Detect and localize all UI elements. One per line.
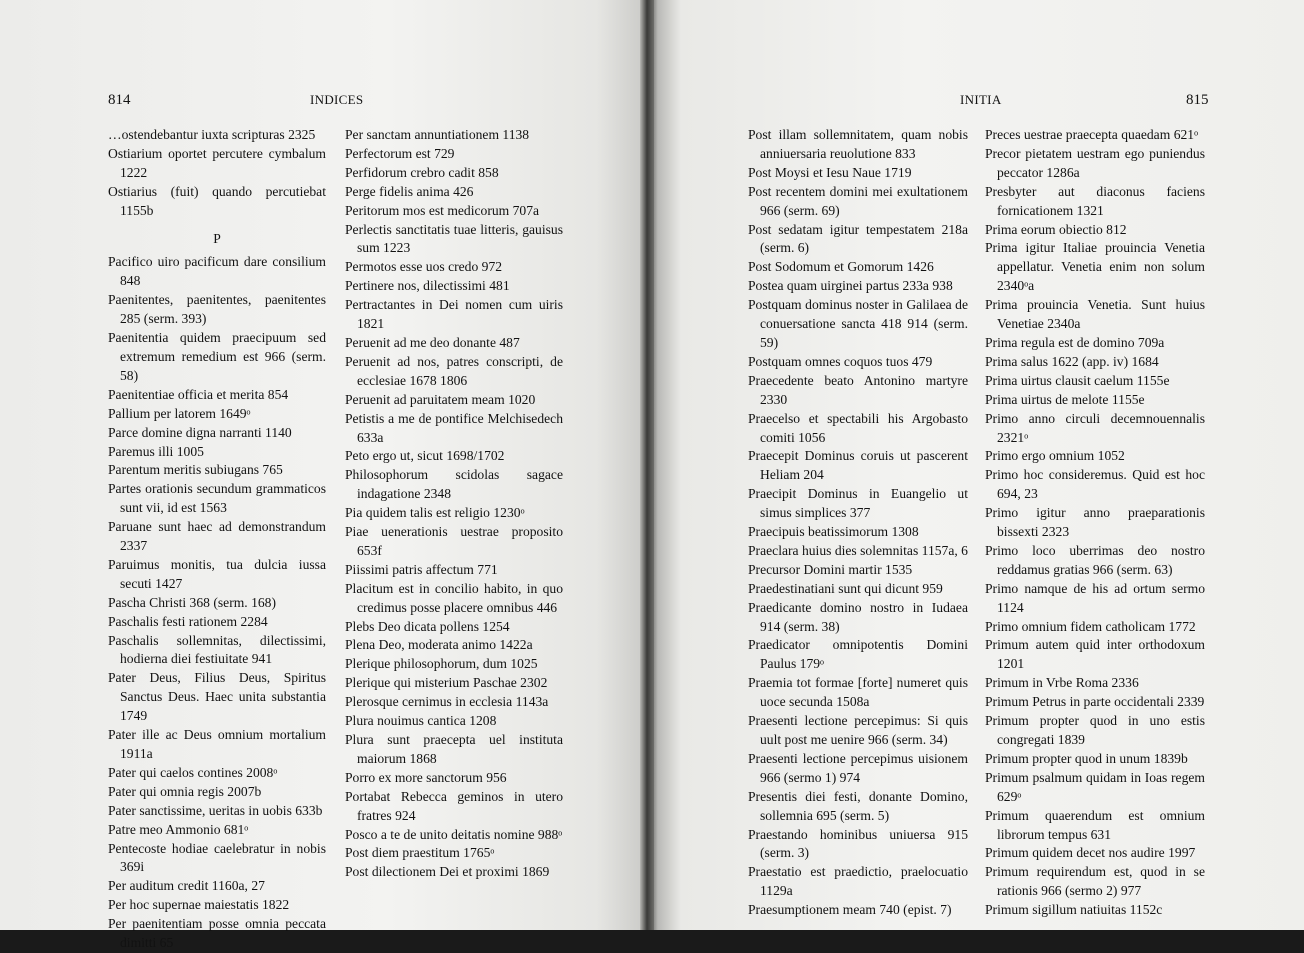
index-entry: Primum sigillum natiuitas 1152c <box>985 902 1163 918</box>
index-entry: Postea quam uirginei partus 233a 938 <box>748 278 953 294</box>
index-entry: Patre meo Ammonio 681ᵒ <box>108 821 249 837</box>
index-entry: Prima salus 1622 (app. iv) 1684 <box>985 353 1159 369</box>
index-entry: Pallium per latorem 1649ᵒ <box>108 405 251 421</box>
book-gutter <box>640 0 654 930</box>
index-entry: Perfectorum est 729 <box>345 145 455 161</box>
index-entry: Plerique philosophorum, dum 1025 <box>345 656 538 672</box>
index-entry: Primum quaerendum est omnium librorum tempus 631 <box>985 807 1205 842</box>
index-entry: Paschalis sollemnitas, dilectissimi, hodierna diei festiuitate 941 <box>108 632 326 667</box>
index-entry: Permotos esse uos credo 972 <box>345 259 503 275</box>
index-entry: Primo igitur anno praeparationis bissexti 2323 <box>985 505 1205 540</box>
right-page <box>648 0 1304 930</box>
index-entry: Pacifico uiro pacificum dare consilium 848 <box>108 254 326 289</box>
index-entry: Primo namque de his ad ortum sermo 1124 <box>985 580 1205 615</box>
index-entry: Primum Petrus in parte occidentali 2339 <box>985 694 1205 710</box>
index-entry: Primum psalmum quidam in Ioas regem 629ᵒ <box>985 769 1205 804</box>
index-entry: Plerosque cernimus in ecclesia 1143a <box>345 694 549 710</box>
index-entry: Post dilectionem Dei et proximi 1869 <box>345 864 550 880</box>
index-entry: Pater qui caelos contines 2008ᵒ <box>108 764 278 780</box>
index-entry: Praecedente beato Antonino martyre 2330 <box>748 372 968 407</box>
index-entry: Post diem praestitum 1765ᵒ <box>345 845 495 861</box>
index-entry: Praecepit Dominus coruis ut pascerent Heliam 204 <box>748 448 968 483</box>
index-entry: Pentecoste hodiae caelebratur in nobis 369i <box>108 840 326 875</box>
index-entry: Pertinere nos, dilectissimi 481 <box>345 278 510 294</box>
index-entry: Primum autem quid inter orthodoxum 1201 <box>985 637 1205 672</box>
index-entry: Peruenit ad me deo donante 487 <box>345 334 520 350</box>
index-entry: Praedicator omnipotentis Domini Paulus 179ᵒ <box>748 637 968 672</box>
index-entry: Praedestinatiani sunt qui dicunt 959 <box>748 580 943 596</box>
index-entry: Pater ille ac Deus omnium mortalium 1911a <box>108 727 326 761</box>
index-entry: Posco a te de unito deitatis nomine 988ᵒ <box>345 826 563 842</box>
entry-list <box>345 126 563 882</box>
index-entry: Praecipuis beatissimorum 1308 <box>748 524 919 540</box>
index-entry: Praemia tot formae [forte] numeret quis uoce secunda 1508a <box>748 675 968 710</box>
index-entry: Partes orationis secundum grammaticos sunt vii, id est 1563 <box>108 481 326 516</box>
index-entry: Preces uestrae praecepta quaedam 621ᵒ <box>985 127 1198 142</box>
index-entry: Porro ex more sanctorum 956 <box>345 769 507 785</box>
index-entry: Perge fidelis anima 426 <box>345 183 474 199</box>
index-entry: Presentis diei festi, donante Domino, sollemnia 695 (serm. 5) <box>748 788 968 823</box>
index-entry: Portabat Rebecca geminos in utero fratres 924 <box>345 788 563 823</box>
index-entry: Pascha Christi 368 (serm. 168) <box>108 594 277 610</box>
index-entry: Peto ergo ut, sicut 1698/1702 <box>345 448 505 464</box>
index-entry: Peritorum mos est medicorum 707a <box>345 202 540 218</box>
index-entry: Per paenitentiam posse omnia peccata dimitti 65 <box>108 916 326 951</box>
index-entry: Petistis a me de pontifice Melchisedech 633a <box>345 410 563 445</box>
section-letter: P <box>213 230 221 246</box>
index-entry: Praestando hominibus uniuersa 915 (serm. 3) <box>748 826 968 861</box>
index-entry: Praedicante domino nostro in Iudaea 914 (serm. 38) <box>748 599 968 634</box>
index-entry: Per sanctam annuntiationem 1138 <box>345 127 530 142</box>
index-entry: Paschalis festi rationem 2284 <box>108 613 268 629</box>
index-entry: Primo hoc consideremus. Quid est hoc 694, 23 <box>985 467 1205 502</box>
index-entry: Primum propter quod in uno estis congregati 1839 <box>985 713 1205 747</box>
index-entry: Peruenit ad paruitatem meam 1020 <box>345 391 536 407</box>
index-entry: Paenitentes, paenitentes, paenitentes 285 (serm. 393) <box>108 292 326 327</box>
index-entry: Ostiarium oportet percutere cymbalum 1222 <box>108 145 326 180</box>
index-entry: Prima regula est de domino 709a <box>985 334 1165 350</box>
index-entry: Primum in Vrbe Roma 2336 <box>985 675 1139 691</box>
index-entry: Pia quidem talis est religio 1230ᵒ <box>345 505 525 521</box>
index-entry: Per hoc supernae maiestatis 1822 <box>108 897 290 913</box>
running-head-right: INITIA <box>960 92 1002 107</box>
running-head-left: INDICES <box>310 92 364 107</box>
index-entry: Plura sunt praecepta uel instituta maiorum 1868 <box>345 732 563 766</box>
index-entry: Prima uirtus de melote 1155e <box>985 391 1145 407</box>
index-entry: Primo anno circuli decemnouennalis 2321ᵒ <box>985 410 1205 445</box>
index-entry: Praesumptionem meam 740 (epist. 7) <box>748 902 952 918</box>
index-entry: Perfidorum crebro cadit 858 <box>345 164 499 180</box>
left-page <box>0 0 648 951</box>
index-entry: Piae uenerationis uestrae proposito 653f <box>345 524 563 558</box>
index-entry: Paenitentia quidem praecipuum sed extremum remedium est 966 (serm. 58) <box>108 330 326 383</box>
index-entry: Primum quidem decet nos audire 1997 <box>985 845 1196 861</box>
index-entry: Prima prouincia Venetia. Sunt huius Venetiae 2340a <box>985 297 1205 332</box>
entry-list <box>748 126 968 920</box>
index-entry: Paenitentiae officia et merita 854 <box>108 386 289 402</box>
index-entry: Peruenit ad nos, patres conscripti, de ecclesiae 1678 1806 <box>345 353 563 388</box>
right-page-column-2 <box>985 126 1205 920</box>
index-entry: Prima uirtus clausit caelum 1155e <box>985 372 1170 388</box>
index-entry: Paremus illi 1005 <box>108 443 204 459</box>
index-entry: Pater qui omnia regis 2007b <box>108 783 262 799</box>
index-entry: Pater sanctissime, ueritas in uobis 633b <box>108 802 323 818</box>
index-entry: Paruimus monitis, tua dulcia iussa secuti 1427 <box>108 556 326 591</box>
index-entry: Primum requirendum est, quod in se rationis 966 (sermo 2) 977 <box>985 864 1205 899</box>
right-page-column-1 <box>748 126 968 920</box>
index-entry: Praecipit Dominus in Euangelio ut simus simplices 377 <box>748 486 968 521</box>
left-page-column-1 <box>108 126 326 953</box>
index-entry: Plebs Deo dicata pollens 1254 <box>345 618 510 634</box>
index-entry: Praesenti lectione percepimus uisionem 966 (sermo 1) 974 <box>748 750 968 785</box>
index-entry: Primo ergo omnium 1052 <box>985 448 1125 464</box>
page-number-right: 815 <box>1186 92 1209 108</box>
index-entry: Primo loco uberrimas deo nostro reddamus gratias 966 (serm. 63) <box>985 542 1205 577</box>
index-entry: Post recentem domini mei exultationem 966 (serm. 69) <box>748 183 968 218</box>
index-entry: Pater Deus, Filius Deus, Spiritus Sanctus Deus. Haec unita substantia 1749 <box>108 670 326 724</box>
index-entry: Postquam omnes coquos tuos 479 <box>748 353 933 369</box>
index-entry: Prima igitur Italiae prouincia Venetia appellatur. Venetia enim non solum 2340ᵒa <box>985 240 1205 294</box>
index-entry: Praeclara huius dies solemnitas 1157a, 6 <box>748 542 968 558</box>
index-entry: Primo omnium fidem catholicam 1772 <box>985 618 1196 634</box>
index-entry: Postquam dominus noster in Galilaea de conuersatione sancta 418 914 (serm. 59) <box>748 297 968 350</box>
index-entry: Per auditum credit 1160a, 27 <box>108 878 265 894</box>
index-entry: Primum propter quod in unum 1839b <box>985 750 1188 766</box>
index-entry: Pertractantes in Dei nomen cum uiris 1821 <box>345 297 563 332</box>
index-entry: Post Moysi et Iesu Naue 1719 <box>748 164 912 180</box>
index-entry: Prima eorum obiectio 812 <box>985 221 1127 237</box>
index-entry: Piissimi patris affectum 771 <box>345 561 498 577</box>
index-entry: …ostendebantur iuxta scripturas 2325 <box>108 127 316 142</box>
index-entry: Praesenti lectione percepimus: Si quis uult post me uenire 966 (serm. 34) <box>748 713 968 747</box>
entry-list <box>108 253 326 953</box>
index-entry: Praestatio est praedictio, praelocuatio 1129a <box>748 864 968 899</box>
left-page-column-2 <box>345 126 563 882</box>
index-entry: Plena Deo, moderata animo 1422a <box>345 637 533 653</box>
index-entry: Perlectis sanctitatis tuae litteris, gauisus sum 1223 <box>345 221 563 256</box>
index-entry: Placitum est in concilio habito, in quo credimus posse placere omnibus 446 <box>345 580 563 615</box>
index-entry: Plura nouimus cantica 1208 <box>345 713 497 729</box>
index-entry: Parce domine digna narranti 1140 <box>108 424 292 440</box>
index-entry: Post sedatam igitur tempestatem 218a (serm. 6) <box>748 221 968 256</box>
index-entry: Praecelso et spectabili his Argobasto comiti 1056 <box>748 410 968 445</box>
index-entry: Precursor Domini martir 1535 <box>748 561 913 577</box>
index-entry: Parentum meritis subiugans 765 <box>108 462 283 478</box>
index-entry: Plerique qui misterium Paschae 2302 <box>345 675 548 691</box>
index-entry: Post illam sollemnitatem, quam nobis anniuersaria reuolutione 833 <box>748 127 968 161</box>
index-entry: Philosophorum scidolas sagace indagatione 2348 <box>345 467 563 502</box>
page-number-left: 814 <box>108 92 131 108</box>
index-entry: Presbyter aut diaconus faciens fornicationem 1321 <box>985 183 1205 218</box>
index-entry: Paruane sunt haec ad demonstrandum 2337 <box>108 519 326 554</box>
entry-list <box>985 126 1205 920</box>
index-entry: Post Sodomum et Gomorum 1426 <box>748 259 934 275</box>
entry-list <box>108 126 326 221</box>
index-entry: Ostiarius (fuit) quando percutiebat 1155b <box>108 183 326 218</box>
index-entry: Precor pietatem uestram ego puniendus peccator 1286a <box>985 145 1205 180</box>
